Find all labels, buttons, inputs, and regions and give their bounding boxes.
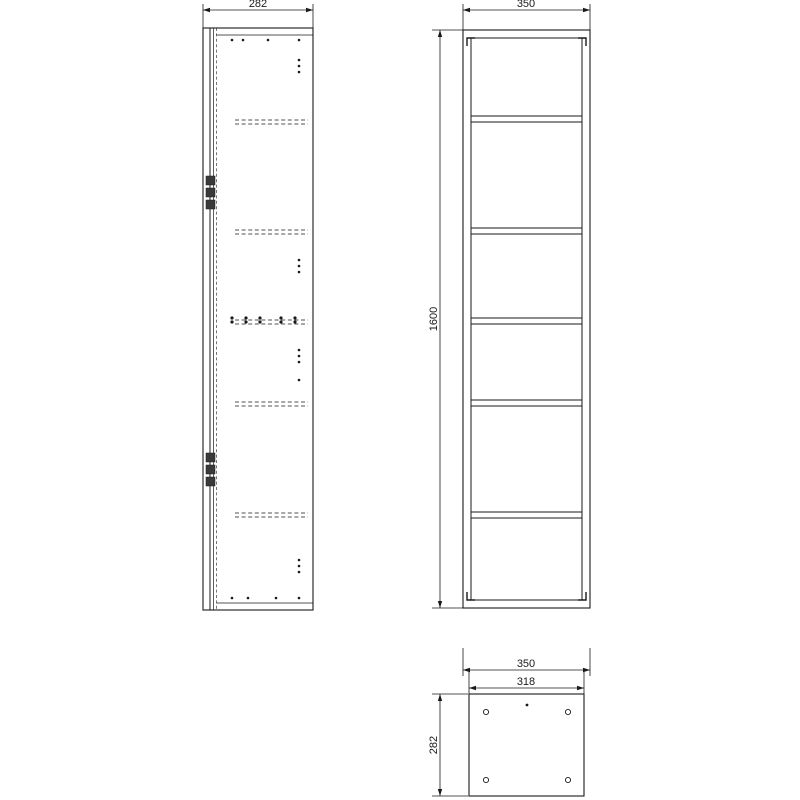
front-width-value: 350: [516, 0, 536, 10]
top-inner-width-value: 318: [516, 676, 536, 688]
shelf-1: [471, 116, 582, 122]
top-view: [428, 648, 590, 796]
shelf-4: [471, 400, 582, 406]
top-center-mark: [526, 704, 529, 707]
front-width-dimension: [463, 0, 590, 30]
top-outer-width-dimension: [463, 648, 590, 676]
shelf-2: [471, 228, 582, 234]
front-height-value: 1600: [428, 306, 440, 332]
top-inner-width-dimension: [469, 670, 584, 694]
front-height-dimension: [428, 30, 468, 608]
top-depth-dimension: [428, 694, 468, 796]
shelf-3: [471, 318, 582, 324]
top-depth-value: 282: [428, 735, 440, 755]
front-view: [428, 0, 590, 608]
shelf-5: [471, 512, 582, 518]
top-outer-width-value: 350: [516, 658, 536, 670]
side-body-outline: [203, 28, 313, 610]
side-view: [203, 0, 313, 610]
side-width-dimension: [203, 0, 313, 28]
side-width-value: 282: [248, 0, 268, 10]
